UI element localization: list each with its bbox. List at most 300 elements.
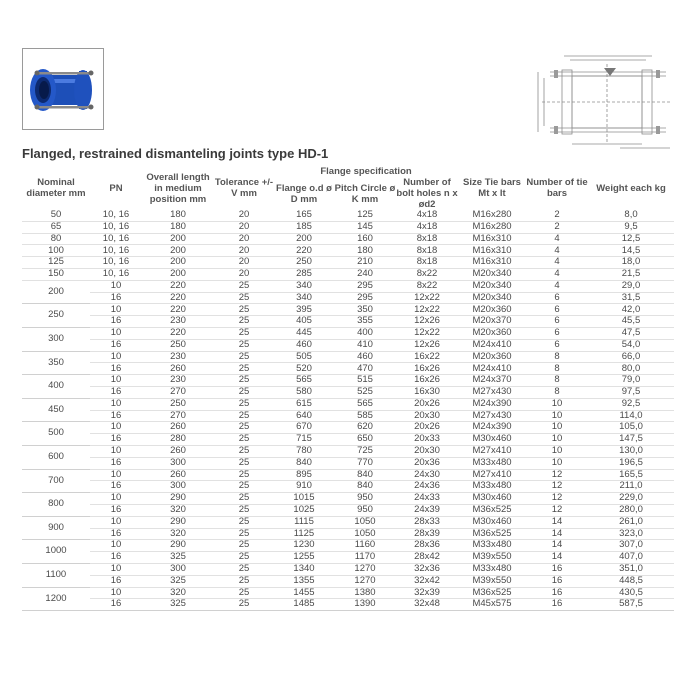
pn-cell: 10 [90,327,142,339]
flange-od-cell: 185 [274,221,334,233]
tolerance-cell: 25 [214,280,274,292]
tie-bar-count-cell: 6 [526,292,588,304]
weight-cell: 280,0 [588,504,674,516]
table-row [22,257,674,269]
weight-cell: 229,0 [588,493,674,505]
length-cell: 300 [142,481,214,493]
length-cell: 290 [142,493,214,505]
bolt-holes-cell: 12x22 [396,304,458,316]
length-cell: 290 [142,540,214,552]
nominal-diameter-cell: 50 [22,210,90,221]
table-row [22,363,674,375]
pn-cell: 10, 16 [90,210,142,221]
pitch-circle-cell: 125 [334,210,396,221]
pitch-circle-cell: 1380 [334,587,396,599]
flange-od-cell: 1025 [274,504,334,516]
flange-od-cell: 640 [274,410,334,422]
length-cell: 180 [142,221,214,233]
weight-cell: 323,0 [588,528,674,540]
tie-bar-count-cell: 12 [526,469,588,481]
length-cell: 200 [142,245,214,257]
table-row [22,316,674,328]
pn-cell: 10 [90,563,142,575]
tie-bar-count-cell: 14 [526,528,588,540]
pitch-circle-cell: 840 [334,469,396,481]
tolerance-cell: 20 [214,233,274,245]
length-cell: 325 [142,575,214,587]
flange-od-cell: 1255 [274,552,334,564]
tolerance-cell: 25 [214,410,274,422]
pn-cell: 16 [90,410,142,422]
table-row [22,457,674,469]
flange-od-cell: 505 [274,351,334,363]
flange-od-cell: 1355 [274,575,334,587]
tie-bar-size-cell: M33x480 [458,563,526,575]
pn-cell: 10, 16 [90,221,142,233]
length-cell: 270 [142,410,214,422]
length-cell: 320 [142,528,214,540]
weight-cell: 12,5 [588,233,674,245]
length-cell: 260 [142,422,214,434]
weight-cell: 130,0 [588,445,674,457]
bolt-holes-cell: 12x26 [396,316,458,328]
tie-bar-count-cell: 12 [526,504,588,516]
pitch-circle-cell: 1270 [334,575,396,587]
table-row [22,292,674,304]
table-row [22,268,674,280]
tie-bar-size-cell: M30x460 [458,434,526,446]
tie-bar-count-cell: 8 [526,351,588,363]
tie-bar-size-cell: M24x410 [458,363,526,375]
pn-cell: 16 [90,457,142,469]
weight-cell: 105,0 [588,422,674,434]
length-cell: 300 [142,563,214,575]
pn-cell: 16 [90,481,142,493]
length-cell: 325 [142,552,214,564]
length-cell: 260 [142,363,214,375]
tie-bar-count-cell: 10 [526,422,588,434]
bolt-holes-cell: 28x39 [396,528,458,540]
pitch-circle-cell: 460 [334,351,396,363]
weight-cell: 430,5 [588,587,674,599]
technical-drawing [520,52,688,152]
flange-od-cell: 445 [274,327,334,339]
table-row [22,327,674,339]
pitch-circle-cell: 240 [334,268,396,280]
tolerance-cell: 20 [214,257,274,269]
length-cell: 200 [142,233,214,245]
tolerance-cell: 25 [214,469,274,481]
weight-cell: 80,0 [588,363,674,375]
weight-cell: 29,0 [588,280,674,292]
pitch-circle-cell: 585 [334,410,396,422]
nominal-diameter-cell: 65 [22,221,90,233]
header-tie-bar-count: Number of tie bars [526,177,588,199]
tolerance-cell: 20 [214,221,274,233]
tie-bar-count-cell: 10 [526,457,588,469]
tie-bar-count-cell: 2 [526,210,588,221]
tie-bar-size-cell: M39x550 [458,575,526,587]
tie-bar-count-cell: 4 [526,268,588,280]
pn-cell: 16 [90,434,142,446]
tie-bar-count-cell: 12 [526,493,588,505]
tolerance-cell: 25 [214,445,274,457]
flange-od-cell: 1230 [274,540,334,552]
table-row [22,422,674,434]
flange-od-cell: 340 [274,292,334,304]
flange-od-cell: 580 [274,386,334,398]
table-row [22,339,674,351]
flange-od-cell: 165 [274,210,334,221]
table-row [22,233,674,245]
tie-bar-size-cell: M16x280 [458,221,526,233]
tie-bar-size-cell: M30x460 [458,516,526,528]
header-nominal-diameter: Nominal diameter mm [26,177,86,199]
bolt-holes-cell: 20x30 [396,445,458,457]
tie-bar-size-cell: M20x340 [458,280,526,292]
pitch-circle-cell: 355 [334,316,396,328]
tie-bar-size-cell: M27x410 [458,445,526,457]
weight-cell: 42,0 [588,304,674,316]
tolerance-cell: 25 [214,599,274,611]
tie-bar-size-cell: M33x480 [458,540,526,552]
tie-bar-count-cell: 10 [526,445,588,457]
weight-cell: 165,5 [588,469,674,481]
flange-od-cell: 285 [274,268,334,280]
length-cell: 220 [142,327,214,339]
bolt-holes-cell: 28x42 [396,552,458,564]
pitch-circle-cell: 950 [334,493,396,505]
tie-bar-size-cell: M20x360 [458,304,526,316]
tie-bar-size-cell: M36x525 [458,504,526,516]
weight-cell: 9,5 [588,221,674,233]
pn-cell: 16 [90,528,142,540]
table-row [22,552,674,564]
pn-cell: 10 [90,398,142,410]
tie-bar-size-cell: M24x390 [458,398,526,410]
tie-bar-count-cell: 6 [526,327,588,339]
weight-cell: 45,5 [588,316,674,328]
flange-od-cell: 840 [274,457,334,469]
flange-od-cell: 250 [274,257,334,269]
tolerance-cell: 25 [214,528,274,540]
tolerance-cell: 25 [214,375,274,387]
pn-cell: 10 [90,351,142,363]
pn-cell: 10 [90,280,142,292]
flange-od-cell: 1015 [274,493,334,505]
bolt-holes-cell: 4x18 [396,221,458,233]
nominal-diameter-cell: 80 [22,233,90,245]
bolt-holes-cell: 8x22 [396,268,458,280]
weight-cell: 92,5 [588,398,674,410]
pn-cell: 10, 16 [90,233,142,245]
bolt-holes-cell: 24x33 [396,493,458,505]
header-weight: Weight each kg [596,182,666,194]
bolt-holes-cell: 24x36 [396,481,458,493]
pitch-circle-cell: 1270 [334,563,396,575]
flange-od-cell: 1115 [274,516,334,528]
pn-cell: 10, 16 [90,268,142,280]
header-pn: PN [109,182,123,194]
pn-cell: 10 [90,516,142,528]
tie-bar-count-cell: 14 [526,552,588,564]
bolt-holes-cell: 12x26 [396,339,458,351]
tie-bar-size-cell: M24x410 [458,339,526,351]
table-row [22,599,674,611]
table-row [22,445,674,457]
tolerance-cell: 25 [214,516,274,528]
table-row [22,386,674,398]
flange-od-cell: 910 [274,481,334,493]
tie-bar-count-cell: 8 [526,363,588,375]
nominal-diameter-cell: 300 [22,327,90,351]
length-cell: 220 [142,292,214,304]
weight-cell: 147,5 [588,434,674,446]
bolt-holes-cell: 8x18 [396,257,458,269]
tie-bar-size-cell: M27x430 [458,410,526,422]
pitch-circle-cell: 350 [334,304,396,316]
tolerance-cell: 25 [214,386,274,398]
weight-cell: 66,0 [588,351,674,363]
flange-od-cell: 1455 [274,587,334,599]
dismantling-joint-icon [23,49,103,129]
flange-od-cell: 565 [274,375,334,387]
weight-cell: 351,0 [588,563,674,575]
flange-od-cell: 615 [274,398,334,410]
pitch-circle-cell: 1170 [334,552,396,564]
nominal-diameter-cell: 150 [22,268,90,280]
pn-cell: 16 [90,316,142,328]
pn-cell: 10, 16 [90,245,142,257]
bolt-holes-cell: 28x33 [396,516,458,528]
tolerance-cell: 25 [214,304,274,316]
tie-bar-count-cell: 10 [526,410,588,422]
length-cell: 220 [142,304,214,316]
pitch-circle-cell: 565 [334,398,396,410]
length-cell: 260 [142,445,214,457]
length-cell: 230 [142,351,214,363]
bolt-holes-cell: 8x22 [396,280,458,292]
pn-cell: 10 [90,422,142,434]
pn-cell: 16 [90,292,142,304]
header-flange-specification: Flange specification [320,166,412,177]
weight-cell: 448,5 [588,575,674,587]
bolt-holes-cell: 16x26 [396,363,458,375]
header-tolerance: Tolerance +/- V mm [214,177,274,199]
pitch-circle-cell: 410 [334,339,396,351]
tie-bar-count-cell: 4 [526,257,588,269]
tie-bar-count-cell: 16 [526,599,588,611]
flange-od-cell: 895 [274,469,334,481]
pn-cell: 16 [90,575,142,587]
tie-bar-size-cell: M30x460 [458,493,526,505]
tie-bar-count-cell: 14 [526,540,588,552]
pitch-circle-cell: 160 [334,233,396,245]
tie-bar-count-cell: 2 [526,221,588,233]
tie-bar-size-cell: M36x525 [458,587,526,599]
tolerance-cell: 25 [214,504,274,516]
weight-cell: 211,0 [588,481,674,493]
header-bolt-holes: Number of bolt holes n x ød2 [396,177,458,210]
pitch-circle-cell: 210 [334,257,396,269]
length-cell: 200 [142,257,214,269]
tolerance-cell: 25 [214,434,274,446]
bolt-holes-cell: 32x36 [396,563,458,575]
tie-bar-count-cell: 4 [526,245,588,257]
weight-cell: 97,5 [588,386,674,398]
weight-cell: 587,5 [588,599,674,611]
table-row [22,540,674,552]
length-cell: 320 [142,504,214,516]
tolerance-cell: 20 [214,210,274,221]
nominal-diameter-cell: 350 [22,351,90,375]
tolerance-cell: 25 [214,327,274,339]
tie-bar-count-cell: 14 [526,516,588,528]
tolerance-cell: 20 [214,268,274,280]
pitch-circle-cell: 295 [334,280,396,292]
flange-od-cell: 460 [274,339,334,351]
length-cell: 250 [142,398,214,410]
flange-od-cell: 340 [274,280,334,292]
length-cell: 260 [142,469,214,481]
pn-cell: 10 [90,587,142,599]
weight-cell: 196,5 [588,457,674,469]
table-row [22,434,674,446]
tie-bar-size-cell: M24x390 [458,422,526,434]
tie-bar-size-cell: M27x430 [458,386,526,398]
nominal-diameter-cell: 400 [22,375,90,399]
nominal-diameter-cell: 450 [22,398,90,422]
bolt-holes-cell: 32x48 [396,599,458,611]
pn-cell: 16 [90,504,142,516]
pn-cell: 10 [90,445,142,457]
tie-bar-size-cell: M45x575 [458,599,526,611]
bolt-holes-cell: 8x18 [396,233,458,245]
table-row [22,493,674,505]
table-row [22,469,674,481]
weight-cell: 14,5 [588,245,674,257]
length-cell: 300 [142,457,214,469]
table-row [22,221,674,233]
bolt-holes-cell: 32x39 [396,587,458,599]
length-cell: 230 [142,375,214,387]
tie-bar-size-cell: M20x340 [458,268,526,280]
tie-bar-size-cell: M36x525 [458,528,526,540]
table-row [22,563,674,575]
length-cell: 250 [142,339,214,351]
pitch-circle-cell: 1390 [334,599,396,611]
table-row [22,575,674,587]
length-cell: 290 [142,516,214,528]
bolt-holes-cell: 24x30 [396,469,458,481]
length-cell: 220 [142,280,214,292]
pitch-circle-cell: 950 [334,504,396,516]
nominal-diameter-cell: 500 [22,422,90,446]
nominal-diameter-cell: 1100 [22,563,90,587]
tolerance-cell: 25 [214,540,274,552]
table-row [22,304,674,316]
pn-cell: 16 [90,552,142,564]
technical-drawing-icon [520,52,688,152]
pitch-circle-cell: 725 [334,445,396,457]
page-title: Flanged, restrained dismanteling joints type HD-1 [22,146,329,161]
tie-bar-count-cell: 6 [526,304,588,316]
tie-bar-size-cell: M16x310 [458,257,526,269]
bolt-holes-cell: 8x18 [396,245,458,257]
nominal-diameter-cell: 125 [22,257,90,269]
pitch-circle-cell: 400 [334,327,396,339]
header-tie-bar-size: Size Tie bars Mt x lt [463,177,521,199]
bolt-holes-cell: 12x22 [396,292,458,304]
tie-bar-size-cell: M20x360 [458,327,526,339]
weight-cell: 8,0 [588,210,674,221]
bolt-holes-cell: 16x30 [396,386,458,398]
tolerance-cell: 25 [214,422,274,434]
flange-od-cell: 1485 [274,599,334,611]
pitch-circle-cell: 525 [334,386,396,398]
tie-bar-size-cell: M20x370 [458,316,526,328]
table-row [22,245,674,257]
bolt-holes-cell: 20x26 [396,422,458,434]
nominal-diameter-cell: 200 [22,280,90,304]
length-cell: 180 [142,210,214,221]
pitch-circle-cell: 1160 [334,540,396,552]
tie-bar-count-cell: 16 [526,563,588,575]
length-cell: 325 [142,599,214,611]
tie-bar-count-cell: 6 [526,316,588,328]
tie-bar-size-cell: M20x340 [458,292,526,304]
tolerance-cell: 25 [214,316,274,328]
tie-bar-size-cell: M27x410 [458,469,526,481]
product-photo [22,48,104,130]
pn-cell: 10 [90,540,142,552]
table-row [22,398,674,410]
nominal-diameter-cell: 600 [22,445,90,469]
header-pitch-circle: Pitch Circle ø K mm [334,182,396,205]
table-row [22,504,674,516]
bolt-holes-cell: 20x36 [396,457,458,469]
flange-od-cell: 405 [274,316,334,328]
tolerance-cell: 25 [214,481,274,493]
header-overall-length: Overall length in medium position mm [146,171,210,205]
tie-bar-size-cell: M39x550 [458,552,526,564]
weight-cell: 18,0 [588,257,674,269]
bolt-holes-cell: 24x39 [396,504,458,516]
pitch-circle-cell: 1050 [334,528,396,540]
table-row [22,351,674,363]
pn-cell: 10 [90,469,142,481]
length-cell: 200 [142,268,214,280]
pn-cell: 10 [90,304,142,316]
length-cell: 270 [142,386,214,398]
tie-bar-size-cell: M24x370 [458,375,526,387]
tie-bar-count-cell: 4 [526,280,588,292]
flange-od-cell: 200 [274,233,334,245]
table-row [22,280,674,292]
tie-bar-count-cell: 8 [526,375,588,387]
tie-bar-size-cell: M16x280 [458,210,526,221]
table-row [22,528,674,540]
weight-cell: 407,0 [588,552,674,564]
tie-bar-size-cell: M16x310 [458,233,526,245]
tie-bar-count-cell: 8 [526,386,588,398]
flange-od-cell: 520 [274,363,334,375]
bolt-holes-cell: 28x36 [396,540,458,552]
flange-od-cell: 780 [274,445,334,457]
pn-cell: 10, 16 [90,257,142,269]
weight-cell: 21,5 [588,268,674,280]
tolerance-cell: 25 [214,457,274,469]
